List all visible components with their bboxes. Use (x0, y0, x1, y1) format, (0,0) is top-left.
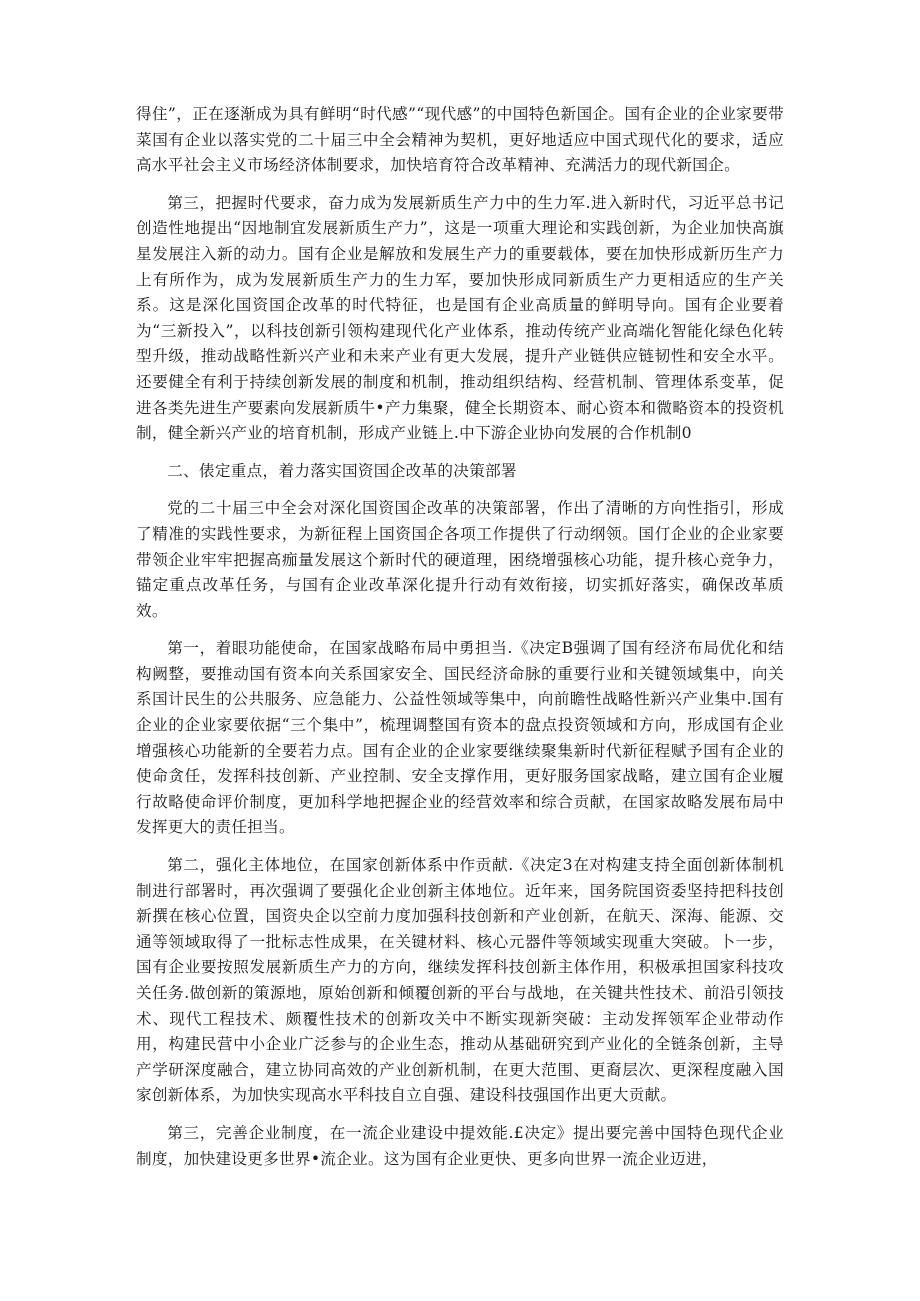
section-heading: 二、俵定重点，着力落实国资国企改革的决策部署 (167, 461, 517, 480)
paragraph-first-point: 第一，着眼功能使命，在国家战略布局中勇担当.《决定B强调了国有经济布局优化和结构阙整，要推动国有资本向关系国家安全、国民经济命脉的重要行业和关键领域集中，向关系国计民生的公共服务、应急能力、公益性领域等集中，向前瞻性战略性新兴产业集中.国有企业的企业家要依据“三个集中”，梳理调整国有资本的盘点投资领域和方向，形成国有企业增强核心功能新的全要若力点。国有企业的企业家要继续聚集新时代新征程赋予国有企业的使命贪任，发挥科技创新、产业控制、安全支撑作用，更好服务国家战略，建立国有企业履行故略使命评价制度，更加科学地把握企业的经营效率和综合贡献，在国家故略发展布局中发挥更大的责任担当。 (136, 639, 784, 837)
paragraph-third-point: 第三，把握时代要求，奋力成为发展新质生产力中的生力军.进入新时代，习近平总书记创造性地提出“因地制宜发展新质生产力”，这是一项重大理论和实践创新，为企业加快高旗星发展注入新的动力。国有企业是解放和发展生产力的重要载体，要在加快形成新历生产力上有所作为，成为发展新质生产力的生力军，要加快形成同新质生产力更相适应的生产关系。这是深化国资国企改革的时代特征，也是国有企业高质量的鲜明导向。国有企业要着为“三新投入”，以科技创新引领构建现代化产业体系，推动传统产业高端化智能化绿色化转型升级，推动战略性新兴产业和未来产业有更大发展，提升产业链供应链韧性和安全水平。还要健全有利于持续创新发展的制度和机制，推动组织结构、经营机制、管理体系变革，促进各类先进生产要素向发展新质牛•产力集聚，健全长期资本、耐心资本和微略资本的投资机制，健全新兴产业的培育机制，形成产业链上.中下游企业协向发展的合作机制0 (136, 193, 784, 443)
paragraph-continuation: 得住”，正在逐渐成为具有鲜明“时代感”“现代感”的中国特色新国企。国有企业的企业家要带菜国有企业以落实党的二十届三中全会精神为契机，更好地适应中国式现代化的要求，适应高水平社会主义市场经济体制要求，加快培育符合改革精神、充满活力的现代新国企。 (136, 105, 784, 175)
paragraph-third-point-enterprise: 第三，完善企业制度，在一流企业建设中提效能.£决定》提出要完善中国特色现代企业制度，加快建设更多世界•流企业。这为国有企业更快、更多向世界一流企业迈进， (136, 1123, 784, 1168)
paragraph-intro: 党的二十届三中全会对深化国资国企改革的决策部署，作出了清晰的方向性指引，形成了精准的实践性要求，为新征程上国资国企各项工作提供了行动纲领。国仃企业的企业家要带领企业牢牢把握高痂量发展这个新时代的硬道理，困绕增强核心功能，提升核心竞争力，锚定重点改革任务，与国有企业改革深化提升行动有效衔接，切实抓好落实，确保改革质效。 (136, 499, 784, 620)
paragraph-second-point: 第二，强化主体地位，在国家创新体系中作贡献.《决定3在对构建支持全面创新体制机制进行部署时，再次强调了要强化企业创新主体地位。近年来，国务院国资委坚持把科技创新撰在核心位置，国资央企以空前力度加强科技创新和产业创新，在航天、深海、能源、交通等领域取得了一批标志性成果，在关键材料、核心元器件等领域实现重大突破。卜一步，国有企业要按照发展新质生产力的方向，继续发挥科技创新主体作用，积极承担国家科技攻关任务.做创新的策源地，原始创新和倾覆创新的平台与战地，在关键共性技术、前沿引领技术、现代工程技术、颇覆性技术的创新攻关中不断实现新突破：主动发挥领军企业带动作用，构建民营中小企业广泛参与的企业生态，推动从基础研究到产业化的全链条创新，主导产学研深度融合，建立协同高效的产业创新机制，在更大范围、更裔层次、更深程度融入国家创新体系，为加快实现高水平科技自立自强、建设科技强国作出更大贡献。 (136, 856, 784, 1105)
document-body (136, 102, 784, 1184)
